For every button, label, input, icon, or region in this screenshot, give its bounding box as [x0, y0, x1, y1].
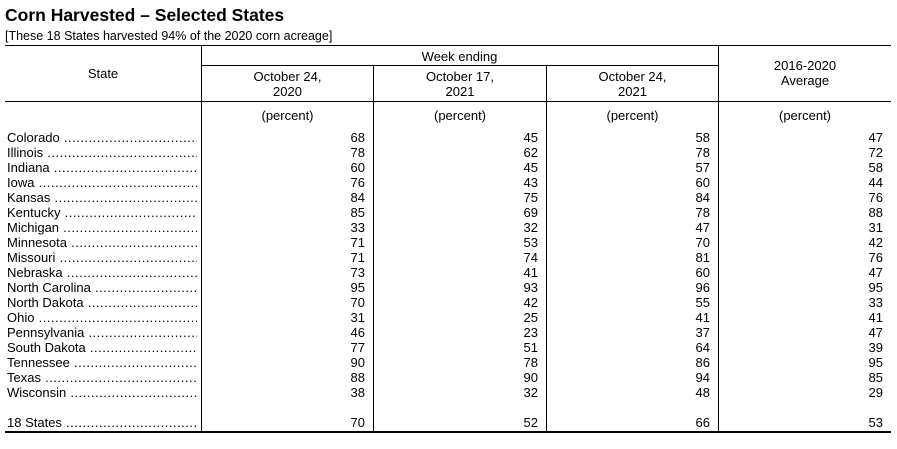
table-row-1-state: Colorado .....	[7, 130, 197, 145]
table-row-13-value-col2: 25	[523, 310, 538, 325]
table-row-10-value-col3: 60	[695, 265, 710, 280]
table-row-4-value-col1: 76	[350, 175, 365, 190]
table-row-13-value-col3: 41	[695, 310, 710, 325]
table-row-12-value-col2: 42	[523, 295, 538, 310]
table-row-8-state: Minnesota .....	[7, 235, 197, 250]
table-row-17-state: Texas .....	[7, 370, 197, 385]
table-row-8-value-col1: 71	[350, 235, 365, 250]
table-row-4-state: Iowa .....	[7, 175, 197, 190]
table-row-5-value-col3: 84	[695, 190, 710, 205]
page-subtitle: [These 18 States harvested 94% of the 2020 corn acreage]	[5, 29, 333, 43]
header-bottom-rule	[5, 101, 891, 102]
table-row-4-value-col3: 60	[695, 175, 710, 190]
table-row-9-state: Missouri .....	[7, 250, 197, 265]
table-row-2-value-col3: 78	[695, 145, 710, 160]
table-row-3-value-col1: 60	[350, 160, 365, 175]
table-row-15-value-col1: 77	[350, 340, 365, 355]
table-row-17-value-col1: 88	[350, 370, 365, 385]
week-ending-header: Week ending	[421, 49, 498, 64]
table-row-12-state: North Dakota .....	[7, 295, 197, 310]
table-row-16-state: Tennessee .....	[7, 355, 197, 370]
table-row-3-value-col3: 57	[695, 160, 710, 175]
table-row-18-state: Wisconsin .....	[7, 385, 197, 400]
table-row-17-value-col3: 94	[695, 370, 710, 385]
table-row-12-value-col3: 55	[695, 295, 710, 310]
table-row-7-value-col2: 32	[523, 220, 538, 235]
table-row-11-value-col1: 95	[350, 280, 365, 295]
table-row-13-value-col1: 31	[350, 310, 365, 325]
table-row-15-value-col4: 39	[868, 340, 883, 355]
table-row-10-value-col2: 41	[523, 265, 538, 280]
table-bottom-rule	[5, 431, 891, 433]
col-divider-4	[718, 45, 719, 433]
total-row-state: 18 States .....	[7, 415, 197, 430]
table-row-12-value-col1: 70	[350, 295, 365, 310]
table-row-2-value-col1: 78	[350, 145, 365, 160]
table-row-10-value-col1: 73	[350, 265, 365, 280]
table-row-2-state: Illinois .....	[7, 145, 197, 160]
table-row-3-value-col4: 58	[868, 160, 883, 175]
table-row-1-value-col1: 68	[350, 130, 365, 145]
table-row-14-state: Pennsylvania .....	[7, 325, 197, 340]
table-row-17-value-col4: 85	[868, 370, 883, 385]
col1-header	[202, 69, 373, 99]
table-row-10-state: Nebraska .....	[7, 265, 197, 280]
table-row-14-value-col3: 37	[695, 325, 710, 340]
col3-header-line1: October 24,	[598, 69, 667, 84]
table-row-16-value-col3: 86	[695, 355, 710, 370]
table-row-2-value-col2: 62	[523, 145, 538, 160]
col-divider-1	[201, 45, 202, 433]
table-row-15-state: South Dakota .....	[7, 340, 197, 355]
table-row-5-value-col4: 76	[868, 190, 883, 205]
table-row-4-value-col2: 43	[523, 175, 538, 190]
table-row-6-value-col1: 85	[350, 205, 365, 220]
col1-header-line1: October 24,	[253, 69, 322, 84]
table-row-6-value-col4: 88	[868, 205, 883, 220]
table-row-8-value-col3: 70	[695, 235, 710, 250]
table-row-15-value-col3: 64	[695, 340, 710, 355]
table-row-12-value-col4: 33	[868, 295, 883, 310]
unit-label-col1: (percent)	[261, 108, 314, 123]
table-row-6-value-col2: 69	[523, 205, 538, 220]
unit-label-col4: (percent)	[778, 108, 832, 123]
col2-header	[374, 69, 546, 99]
table-row-9-value-col1: 71	[350, 250, 365, 265]
table-row-11-value-col3: 96	[695, 280, 710, 295]
table-row-14-value-col2: 23	[523, 325, 538, 340]
unit-label-col2: (percent)	[433, 108, 487, 123]
table-row-18-value-col3: 48	[695, 385, 710, 400]
unit-label-col3: (percent)	[606, 108, 659, 123]
table-row-4-value-col4: 44	[868, 175, 883, 190]
table-row-5-value-col1: 84	[350, 190, 365, 205]
table-row-17-value-col2: 90	[523, 370, 538, 385]
table-row-11-state: North Carolina .....	[7, 280, 197, 295]
table-row-5-value-col2: 75	[523, 190, 538, 205]
table-row-6-state: Kentucky .....	[7, 205, 197, 220]
table-row-18-value-col1: 38	[350, 385, 365, 400]
table-row-16-value-col1: 90	[350, 355, 365, 370]
col1-header-line2: 2020	[273, 84, 302, 99]
table-row-3-value-col2: 45	[523, 160, 538, 175]
table-row-2-value-col4: 72	[868, 145, 883, 160]
table-row-7-value-col1: 33	[350, 220, 365, 235]
table-row-11-value-col2: 93	[523, 280, 538, 295]
table-row-16-value-col2: 78	[523, 355, 538, 370]
table-row-5-state: Kansas .....	[7, 190, 197, 205]
col2-header-line1: October 17,	[426, 69, 494, 84]
table-row-14-value-col4: 47	[868, 325, 883, 340]
table-row-3-state: Indiana .....	[7, 160, 197, 175]
table-row-6-value-col3: 78	[695, 205, 710, 220]
table-row-18-value-col4: 29	[868, 385, 883, 400]
table-row-9-value-col4: 76	[868, 250, 883, 265]
table-row-14-value-col1: 46	[350, 325, 365, 340]
table-row-8-value-col4: 42	[868, 235, 883, 250]
table-row-7-value-col4: 31	[868, 220, 883, 235]
table-row-18-value-col2: 32	[523, 385, 538, 400]
col3-header-line2: 2021	[618, 84, 647, 99]
total-row-value-col2: 52	[523, 415, 538, 430]
col4-header	[719, 58, 891, 88]
table-row-16-value-col4: 95	[868, 355, 883, 370]
col2-header-line2: 2021	[445, 84, 475, 99]
total-row-value-col3: 66	[695, 415, 710, 430]
table-row-9-value-col2: 74	[523, 250, 538, 265]
table-row-9-value-col3: 81	[695, 250, 710, 265]
col4-header-line2: Average	[780, 73, 830, 88]
table-row-13-value-col4: 41	[868, 310, 883, 325]
table-row-1-value-col2: 45	[523, 130, 538, 145]
total-row-value-col1: 70	[350, 415, 365, 430]
table-row-15-value-col2: 51	[523, 340, 538, 355]
table-row-8-value-col2: 53	[523, 235, 538, 250]
week-ending-rule	[201, 65, 718, 66]
table-top-rule	[5, 45, 891, 46]
col4-header-line1: 2016-2020	[773, 58, 837, 73]
state-header: State	[87, 66, 119, 81]
table-row-11-value-col4: 95	[868, 280, 883, 295]
table-row-1-value-col4: 47	[868, 130, 883, 145]
page-title: Corn Harvested – Selected States	[5, 5, 285, 25]
table-row-13-state: Ohio .....	[7, 310, 197, 325]
table-row-7-state: Michigan .....	[7, 220, 197, 235]
table-row-1-value-col3: 58	[695, 130, 710, 145]
col3-header	[547, 69, 718, 99]
table-row-7-value-col3: 47	[695, 220, 710, 235]
table-row-10-value-col4: 47	[868, 265, 883, 280]
total-row-value-col4: 53	[868, 415, 883, 430]
